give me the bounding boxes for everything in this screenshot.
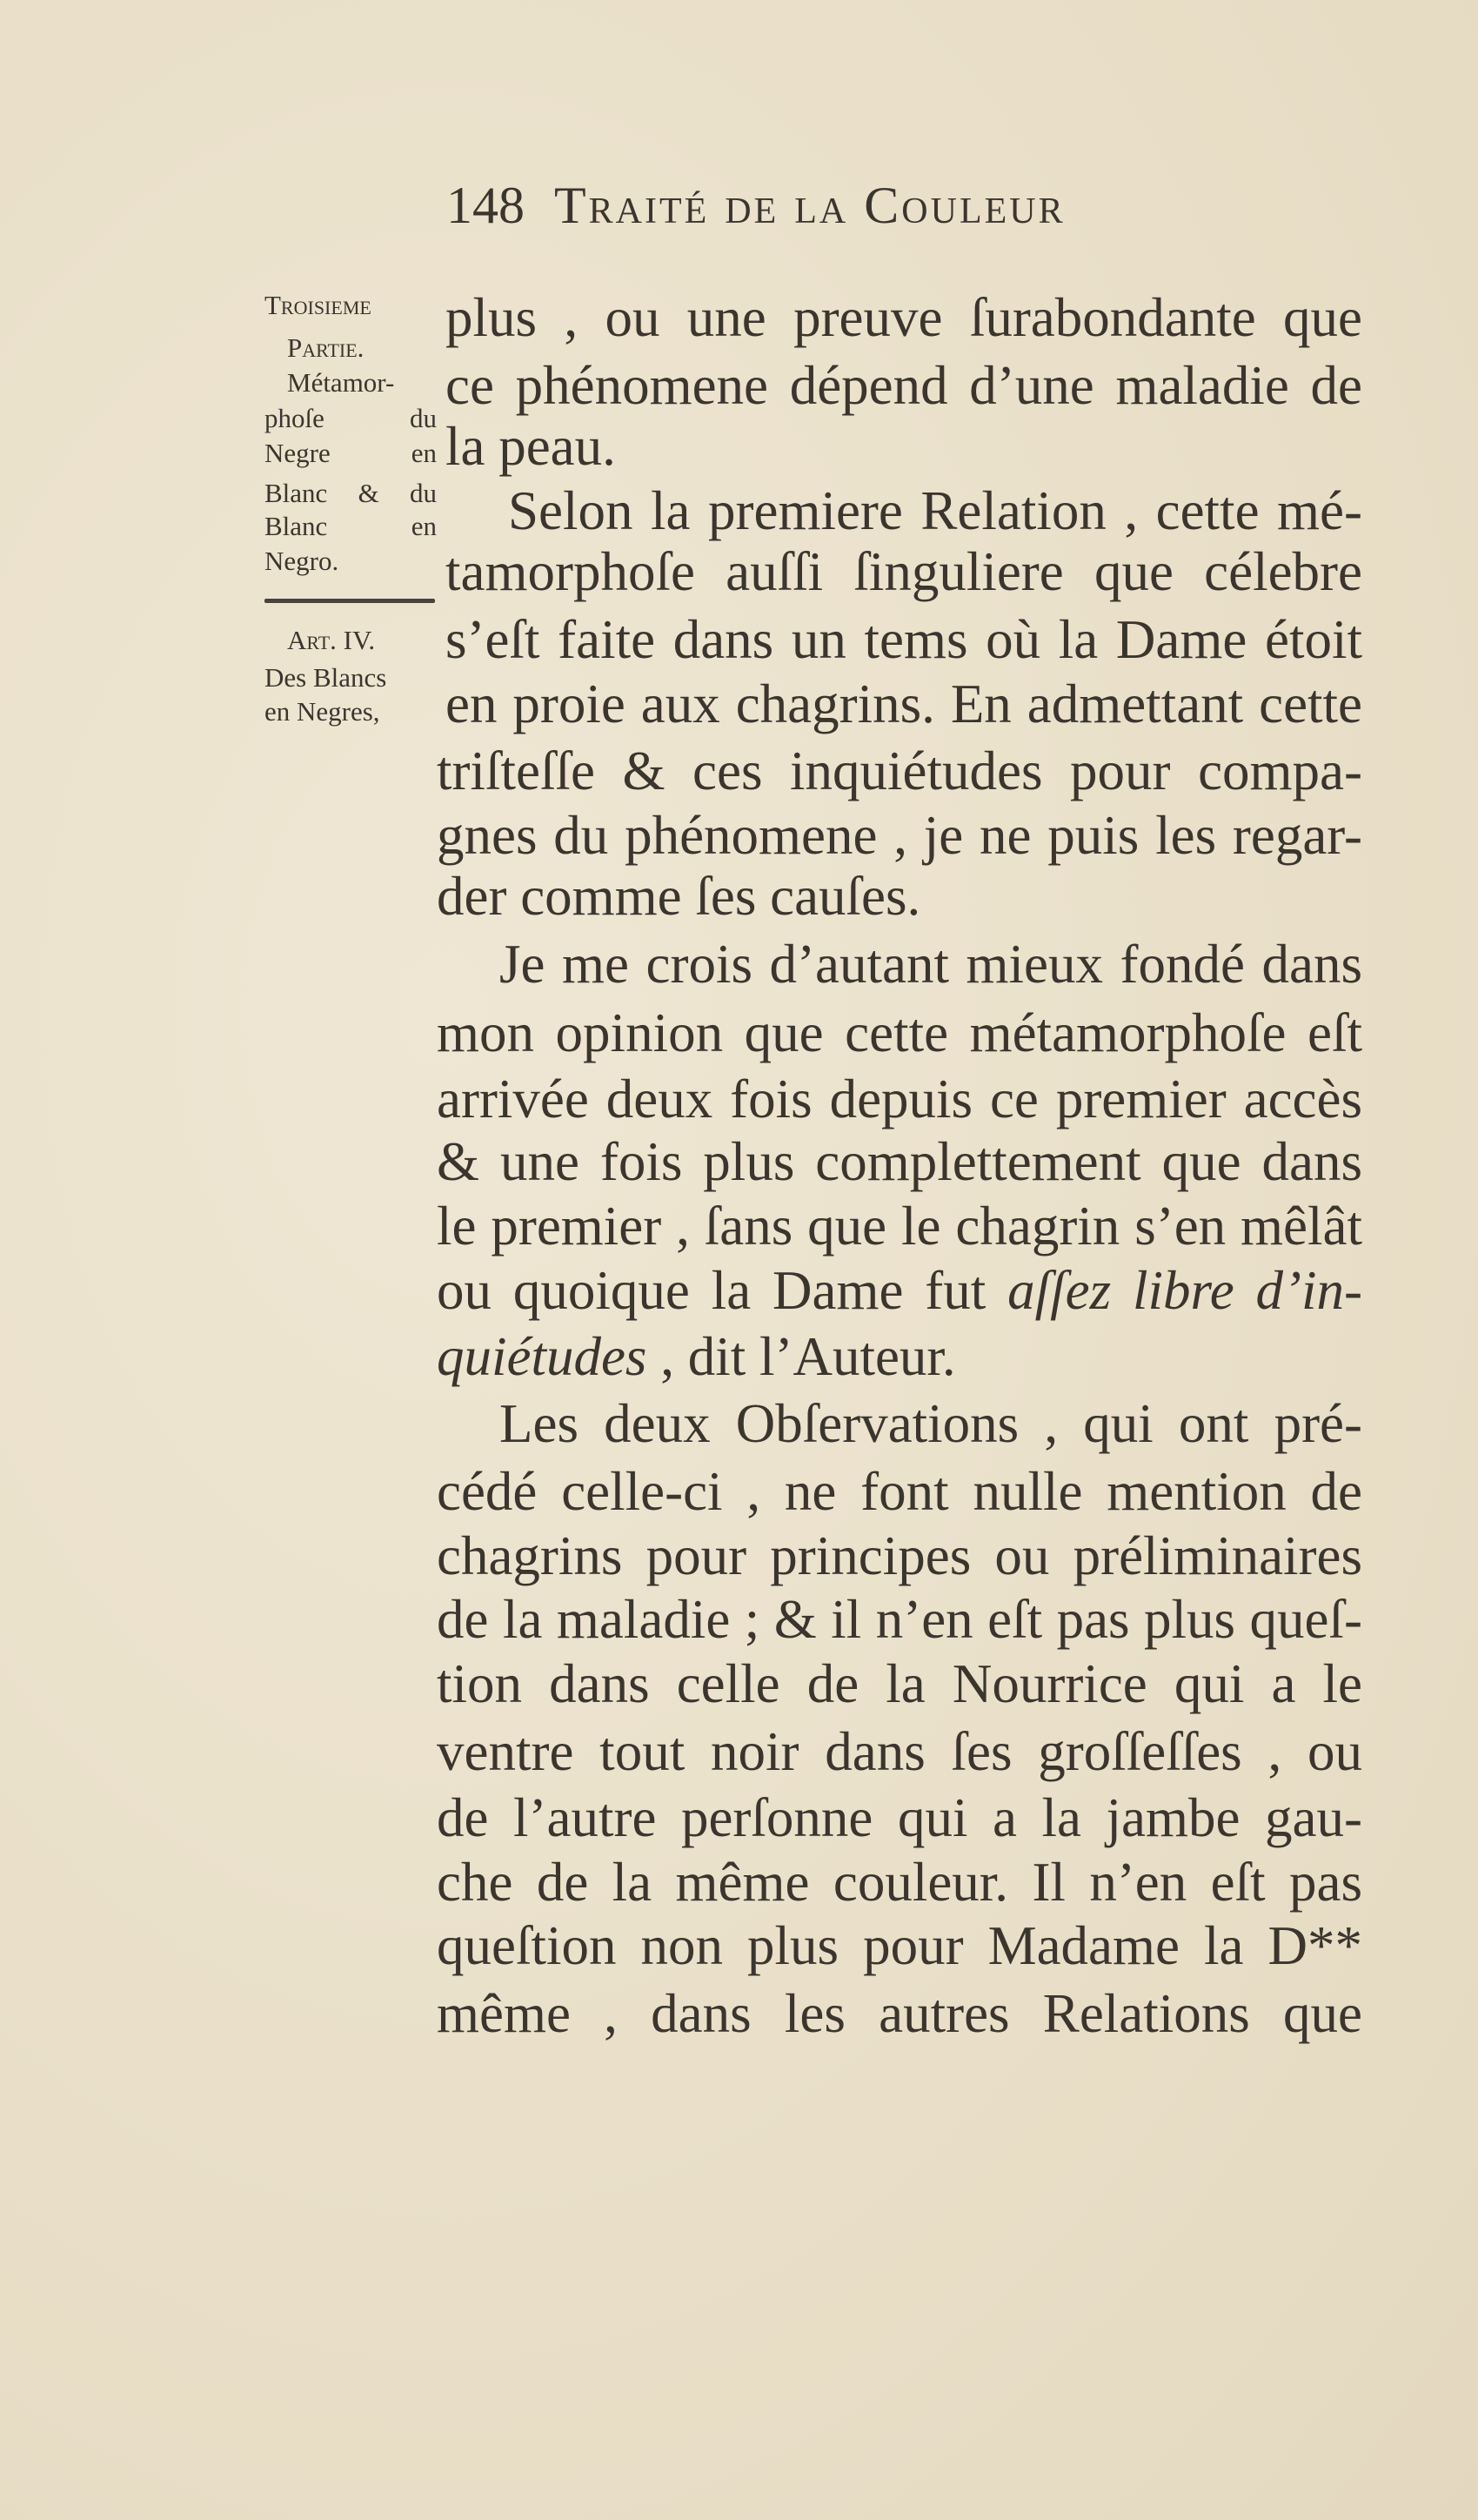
margin-note: Negro.: [264, 546, 339, 576]
line-text: der comme ſes cauſes.: [437, 866, 921, 927]
line-text: la peau.: [445, 416, 616, 477]
margin-note: phoſe du: [264, 403, 437, 433]
margin-note: Des Blancs: [264, 662, 387, 693]
line-text: tamorphoſe auſſi ſinguliere que célebre: [445, 541, 1362, 602]
text-line: [437, 1717, 1362, 1786]
text-line: [437, 1256, 1362, 1325]
text-line: [437, 1322, 1362, 1391]
text-line: [437, 1911, 1362, 1980]
running-header: [446, 171, 1066, 240]
text-line: [437, 1064, 1362, 1134]
line-text: Je me crois d’autant mieux fondé dans: [499, 934, 1362, 995]
line-text: cédé celle-ci , ne font nulle mention de: [437, 1461, 1362, 1522]
margin-note: Métamor-: [287, 367, 395, 398]
text-line: [445, 283, 1362, 352]
line-text: s’eſt faite dans un tems où la Dame étoit: [445, 609, 1362, 670]
margin-note: Negre en: [264, 438, 437, 468]
margin-rule: [264, 599, 435, 603]
text-line: [445, 412, 1362, 481]
text-line: [445, 605, 1362, 674]
margin-note: Troisieme: [264, 290, 371, 320]
text-line: [437, 1847, 1362, 1917]
margin-note: Blanc en: [264, 511, 437, 541]
page-number: 148: [446, 177, 525, 234]
margin-note: Partie.: [287, 332, 364, 363]
line-text: arrivée deux fois depuis ce premier accès: [437, 1069, 1362, 1129]
text-line: [437, 1979, 1362, 2048]
margin-note: en Negres,: [264, 696, 380, 727]
text-line: [437, 1521, 1362, 1591]
line-text: chagrins pour principes ou préliminaires: [437, 1525, 1362, 1586]
text-line: [437, 736, 1362, 806]
text-line: [508, 476, 1362, 546]
text-line: [437, 1649, 1362, 1719]
text-line: [437, 1457, 1362, 1526]
line-text: de l’autre perſonne qui a la jambe gau-: [437, 1787, 1362, 1848]
text-line: [437, 861, 1362, 931]
text-line: [437, 1585, 1362, 1654]
line-text: , dit l’Auteur.: [646, 1326, 956, 1387]
line-text: tion dans celle de la Nourrice qui a le: [437, 1653, 1362, 1714]
line-text: Les deux Obſervations , qui ont pré-: [499, 1393, 1362, 1454]
line-text: ventre tout noir dans ſes groſſeſſes , ou: [437, 1721, 1362, 1782]
line-text: & une fois plus complettement que dans: [437, 1131, 1362, 1192]
line-text: Selon la premiere Relation , cette mé-: [508, 480, 1362, 541]
line-text: plus , ou une preuve ſurabondante que: [445, 287, 1362, 348]
italic-text: aſſez libre d’in-: [1007, 1260, 1362, 1321]
text-line: [445, 351, 1362, 420]
line-text: queſtion non plus pour Madame la D**: [437, 1915, 1362, 1976]
line-text: même , dans les autres Relations que: [437, 1983, 1362, 2044]
text-line: [437, 998, 1362, 1068]
italic-text: quiétudes: [437, 1326, 647, 1387]
text-line: [437, 1127, 1362, 1196]
line-text: che de la même couleur. Il n’en eſt pas: [437, 1852, 1362, 1913]
margin-note: Blanc & du: [264, 478, 437, 508]
text-line: [445, 669, 1362, 739]
text-line: [437, 1191, 1362, 1261]
line-text: triſteſſe & ces inquiétudes pour compa-: [437, 741, 1362, 801]
text-line: [437, 1783, 1362, 1853]
running-title: Traité de la Couleur: [554, 177, 1066, 234]
margin-note: Art. IV.: [287, 625, 376, 655]
line-text: en proie aux chagrins. En admettant cette: [445, 674, 1362, 734]
line-text: mon opinion que cette métamorphoſe eſt: [437, 1002, 1362, 1063]
text-line: [499, 1389, 1362, 1458]
text-line: [437, 801, 1362, 870]
line-text: ou quoique la Dame fut: [437, 1260, 1008, 1321]
line-text: gnes du phénomene , je ne puis les regar-: [437, 805, 1362, 866]
text-line: [499, 929, 1362, 999]
text-line: [445, 537, 1362, 607]
line-text: le premier , ſans que le chagrin s’en mêlât: [437, 1196, 1362, 1257]
line-text: de la maladie ; & il n’en eſt pas plus queſ-: [437, 1589, 1362, 1650]
line-text: ce phénomene dépend d’une maladie de: [445, 355, 1362, 416]
